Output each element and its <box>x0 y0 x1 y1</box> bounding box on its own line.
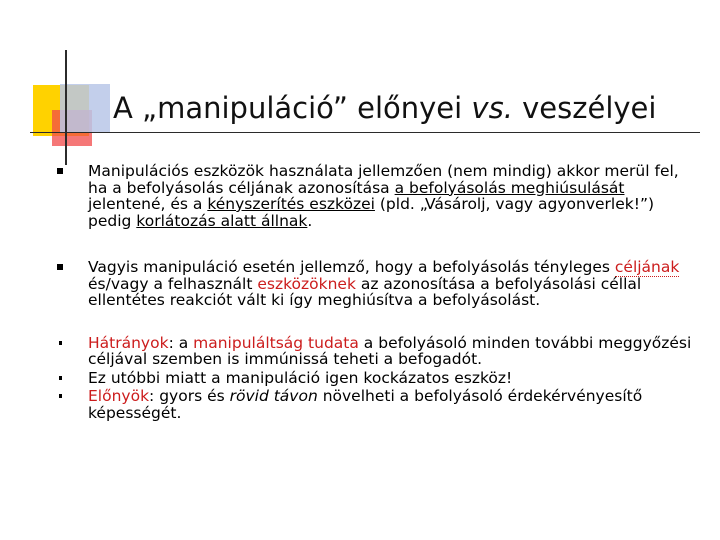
small-bullet-icon <box>59 376 62 380</box>
bullet-text: a befolyásoló minden további meggyőzési céljával szemben is immúnissá teheti a befogadót. <box>88 333 692 368</box>
decorative-vertical-line <box>65 50 67 165</box>
bullet-text: az azonosítása a befolyásolási céllal ellentétes reakciót vált ki így meghiúsítva a befolyásolást. <box>88 274 642 309</box>
bullet-text: : a <box>168 333 194 352</box>
bullet-item <box>55 370 695 387</box>
bullet-text: Manipulációs eszközök használata jellemzően (nem mindig) akkor merül fel, ha a befolyásolás céljának azonosítása <box>88 162 679 197</box>
bullet-item <box>55 388 695 421</box>
small-bullet-icon <box>59 341 62 345</box>
bullet-text: jelentené, és a <box>88 195 208 213</box>
highlighted-text: eszközöknek <box>257 274 356 293</box>
bullet-item <box>55 163 695 229</box>
square-bullet-icon <box>57 264 63 270</box>
title-underline-rule <box>30 132 700 133</box>
decorative-blue-square <box>60 84 110 132</box>
italic-text: rövid távon <box>229 387 318 405</box>
bullet-text: : gyors és <box>149 387 230 405</box>
bullet-item <box>55 259 695 309</box>
bullet-text: Ez utóbbi miatt a manipuláció igen kockázatos eszköz! <box>88 368 513 387</box>
bullet-item <box>55 335 695 368</box>
underlined-text: a befolyásolás meghiúsulását <box>394 178 625 197</box>
small-bullet-icon <box>59 394 62 398</box>
title-text-start: A „manipuláció” előnyei <box>113 91 472 125</box>
bullet-list <box>55 163 695 421</box>
highlighted-text: Hátrányok <box>88 333 169 352</box>
highlighted-text: céljának <box>614 258 680 276</box>
title-text-end: veszélyei <box>512 91 657 125</box>
bullet-text: Vagyis manipuláció esetén jellemző, hogy a befolyásolás tényleges <box>88 258 615 276</box>
title-vs: vs. <box>471 91 513 125</box>
bullet-text: növelheti a befolyásoló érdekérvényesítő képességét. <box>88 387 643 422</box>
underlined-text: kényszerítés eszközei <box>207 195 375 213</box>
slide-title <box>113 90 656 126</box>
highlighted-text: manipuláltság tudata <box>193 333 359 352</box>
bullet-text: . <box>307 211 313 230</box>
square-bullet-icon <box>57 168 63 174</box>
bullet-text: és/vagy a felhasznált <box>88 274 258 293</box>
bullet-text: (pld. „Vásárolj, vagy agyonverlek!”) pedig <box>88 195 655 230</box>
highlighted-text: Előnyök <box>88 387 150 405</box>
underlined-text: korlátozás alatt állnak <box>136 211 308 230</box>
